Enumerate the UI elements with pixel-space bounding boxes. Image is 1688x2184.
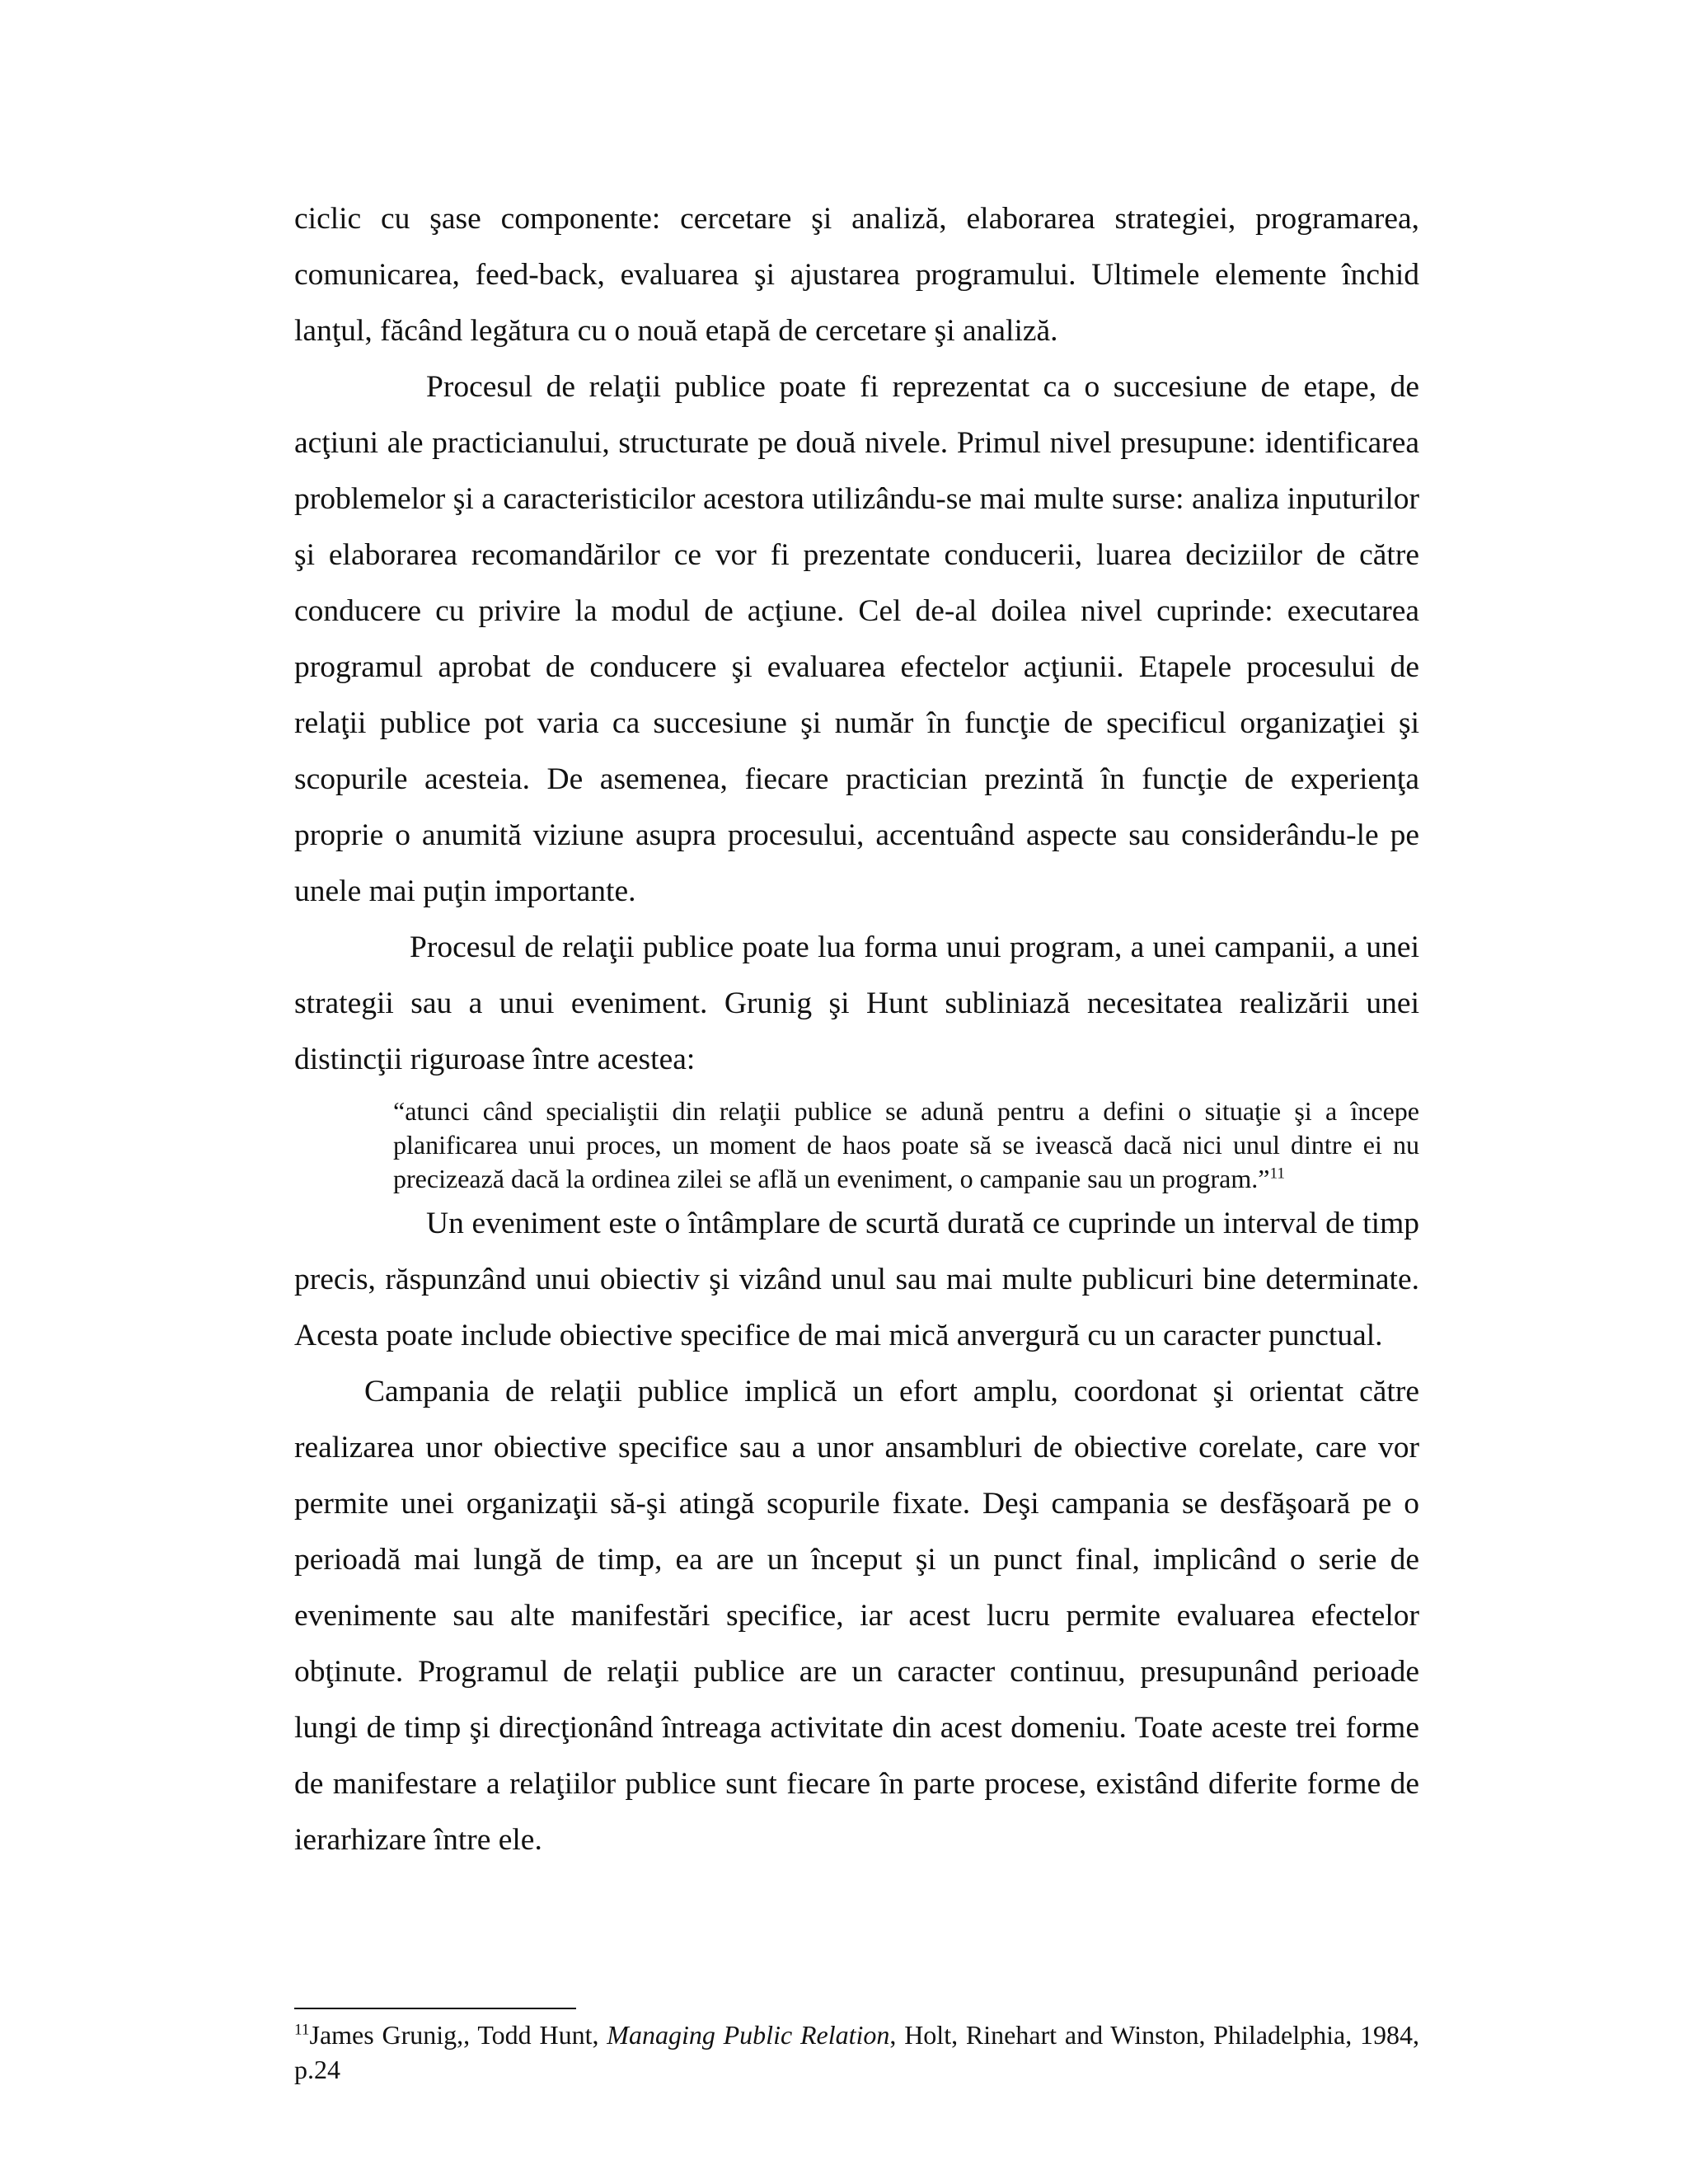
paragraph-4: Un eveniment este o întâmplare de scurtă durată ce cuprinde un interval de timp precis, răspunzând unui obiectiv şi vizând unul sau mai multe publicuri bine determinate. Acesta poate include obiective specifice de mai mică anvergură cu un caracter punctual. xyxy=(294,1207,1419,1352)
footnote-authors: James Grunig,, Todd Hunt, xyxy=(309,2020,607,2050)
paragraph-2: Procesul de relaţii publice poate fi reprezentat ca o succesiune de etape, de acţiuni ale practicianului, structurate pe două nivele. Primul nivel presupune: identificarea problemelor şi a caracteristicilor acestora utilizându-se mai multe surse: analiza inputurilor şi elaborarea recomandărilor ce vor fi prezentate conducerii, luarea deciziilor de către conducere cu privire la modul de acţiune. Cel de-al doilea nivel cuprinde: executarea programul aprobat de conducere şi evaluarea efectelor acţiunii. Etapele procesului de relaţii publice pot varia ca succesiune şi număr în funcţie de specificul organizaţiei şi scopurile acesteia. De asemenea, fiecare practician prezintă în funcţie de experienţa proprie o anumită viziune asupra procesului, accentuând aspecte sau considerându-le pe unele mai puţin importante. xyxy=(294,370,1419,908)
block-quote xyxy=(393,1094,1419,1196)
footnote-number: 11 xyxy=(294,2021,310,2039)
quote-footnote-ref: 11 xyxy=(1269,1165,1285,1183)
body-text xyxy=(294,191,1419,1868)
footnote-publication: , Holt, Rinehart and Winston, Philadelphia, 1984, p.24 xyxy=(294,2020,1420,2084)
footnote-book-title: Managing Public Relation xyxy=(607,2020,890,2050)
paragraph-3: Procesul de relaţii publice poate lua forma unui program, a unei campanii, a unei strategii sau a unui eveniment. Grunig şi Hunt subliniază necesitatea realizării unei distincţii riguroase între acestea: xyxy=(294,930,1419,1076)
paragraph-1: ciclic cu şase componente: cercetare şi analiză, elaborarea strategiei, programarea, comunicarea, feed-back, evaluarea şi ajustarea programului. Ultimele elemente închid lanţul, făcând legătura cu o nouă etapă de cercetare şi analiză. xyxy=(294,202,1419,348)
quote-text: “atunci când specialiştii din relaţii publice se adună pentru a defini o situaţie şi a începe planificarea unui proces, un moment de haos poate să se ivească dacă nici unul dintre ei nu precizează dacă la ordinea zilei se află un eveniment, o campanie sau un program.” xyxy=(393,1096,1419,1193)
footnote xyxy=(294,2018,1419,2087)
footnote-divider xyxy=(294,2008,576,2009)
paragraph-5: Campania de relaţii publice implică un efort amplu, coordonat şi orientat către realizarea unor obiective specifice sau a unor ansambluri de obiective corelate, care vor permite unei organizaţii să-şi atingă scopurile fixate. Deşi campania se desfăşoară pe o perioadă mai lungă de timp, ea are un început şi un punct final, implicând o serie de evenimente sau alte manifestări specifice, iar acest lucru permite evaluarea efectelor obţinute. Programul de relaţii publice are un caracter continuu, presupunând perioade lungi de timp şi direcţionând întreaga activitate din acest domeniu. Toate aceste trei forme de manifestare a relaţiilor publice sunt fiecare în parte procese, existând diferite forme de ierarhizare între ele. xyxy=(294,1375,1419,1857)
